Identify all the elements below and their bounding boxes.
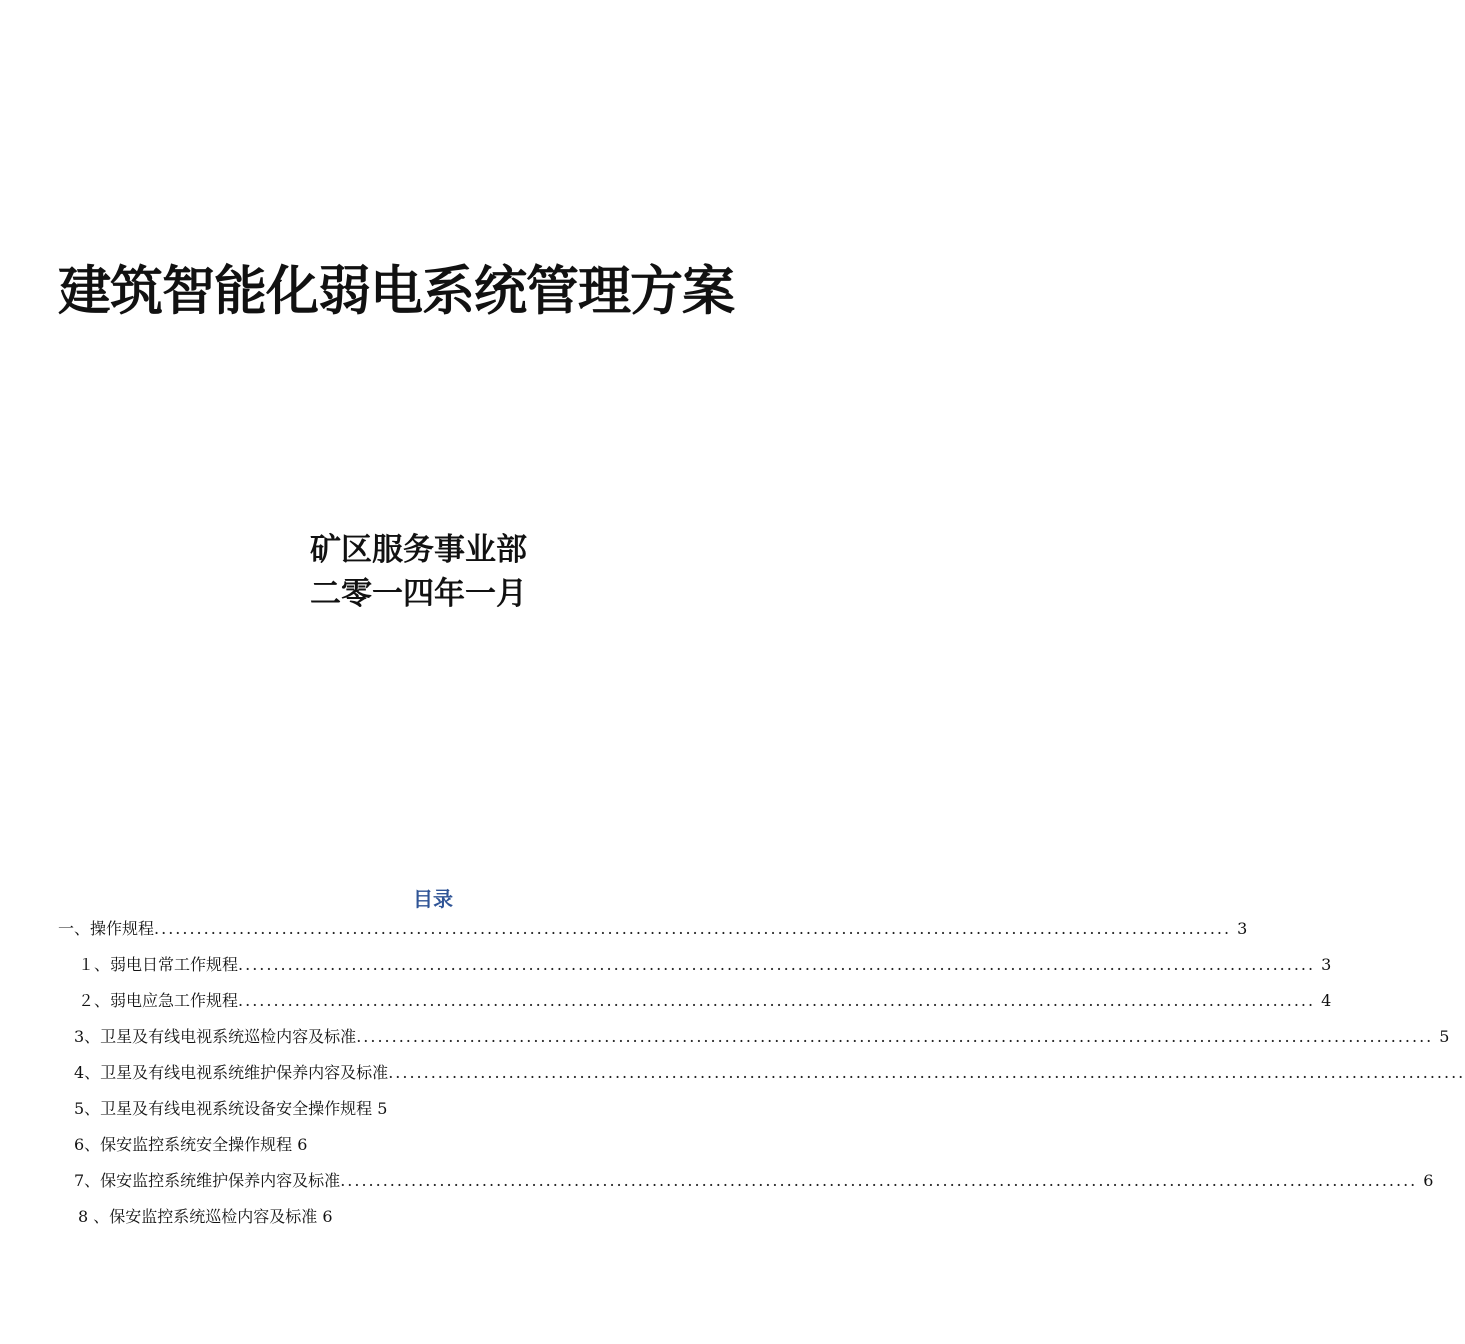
toc-entry[interactable] <box>78 984 1332 1018</box>
toc-leader-dots: ........................................................................................................................................................ <box>356 1027 1434 1046</box>
toc-entry-text: ２、弱电应急工作规程 <box>78 991 239 1010</box>
toc-entry[interactable] <box>74 1164 1434 1198</box>
toc-page-number: 3 <box>1321 955 1332 974</box>
organization-name: 矿区服务事业部 <box>310 532 527 568</box>
toc-heading: 目录 <box>413 887 453 911</box>
toc-page-number: 6 <box>1423 1171 1434 1190</box>
toc-leader-dots: ........................................................................................................................................................ <box>340 1171 1418 1190</box>
toc-page-number: 3 <box>1237 919 1248 938</box>
toc-entry-text: 6、保安监控系统安全操作规程 6 <box>74 1135 308 1154</box>
toc-leader-dots: ........................................................................................................................................................ <box>238 955 1316 974</box>
toc-entry[interactable] <box>74 1056 1465 1090</box>
cover-info <box>310 528 527 616</box>
toc-leader-dots: ........................................................................................................................................................ <box>154 919 1232 938</box>
document-title: 建筑智能化弱电系统管理方案 <box>58 261 734 322</box>
toc-entry-text: 4、卫星及有线电视系统维护保养内容及标准 <box>74 1063 389 1082</box>
toc-page-number: 5 <box>1439 1027 1450 1046</box>
toc-entry-text: １、弱电日常工作规程 <box>78 955 239 974</box>
toc-leader-dots: ........................................................................................................................................................ <box>388 1063 1465 1082</box>
toc-entry[interactable] <box>78 948 1332 982</box>
toc-leader-dots: ........................................................................................................................................................ <box>238 991 1316 1010</box>
toc-entry-text: 5、卫星及有线电视系统设备安全操作规程 5 <box>74 1099 388 1118</box>
toc-entry[interactable] <box>58 912 1248 946</box>
toc-page-number: 4 <box>1321 991 1332 1010</box>
toc-entry[interactable] <box>74 1092 574 1126</box>
toc-entry-text: 3、卫星及有线电视系统巡检内容及标准 <box>74 1027 357 1046</box>
document-date: 二零一四年一月 <box>310 576 527 612</box>
toc-entry-text: 8 、保安监控系统巡检内容及标准 6 <box>78 1207 333 1226</box>
toc-entry-text: 一、操作规程 <box>58 919 155 938</box>
toc-entry[interactable] <box>74 1128 574 1162</box>
toc-entry[interactable] <box>74 1020 1450 1054</box>
toc-entry-text: 7、保安监控系统维护保养内容及标准 <box>74 1171 341 1190</box>
toc-entry[interactable] <box>78 1200 578 1234</box>
